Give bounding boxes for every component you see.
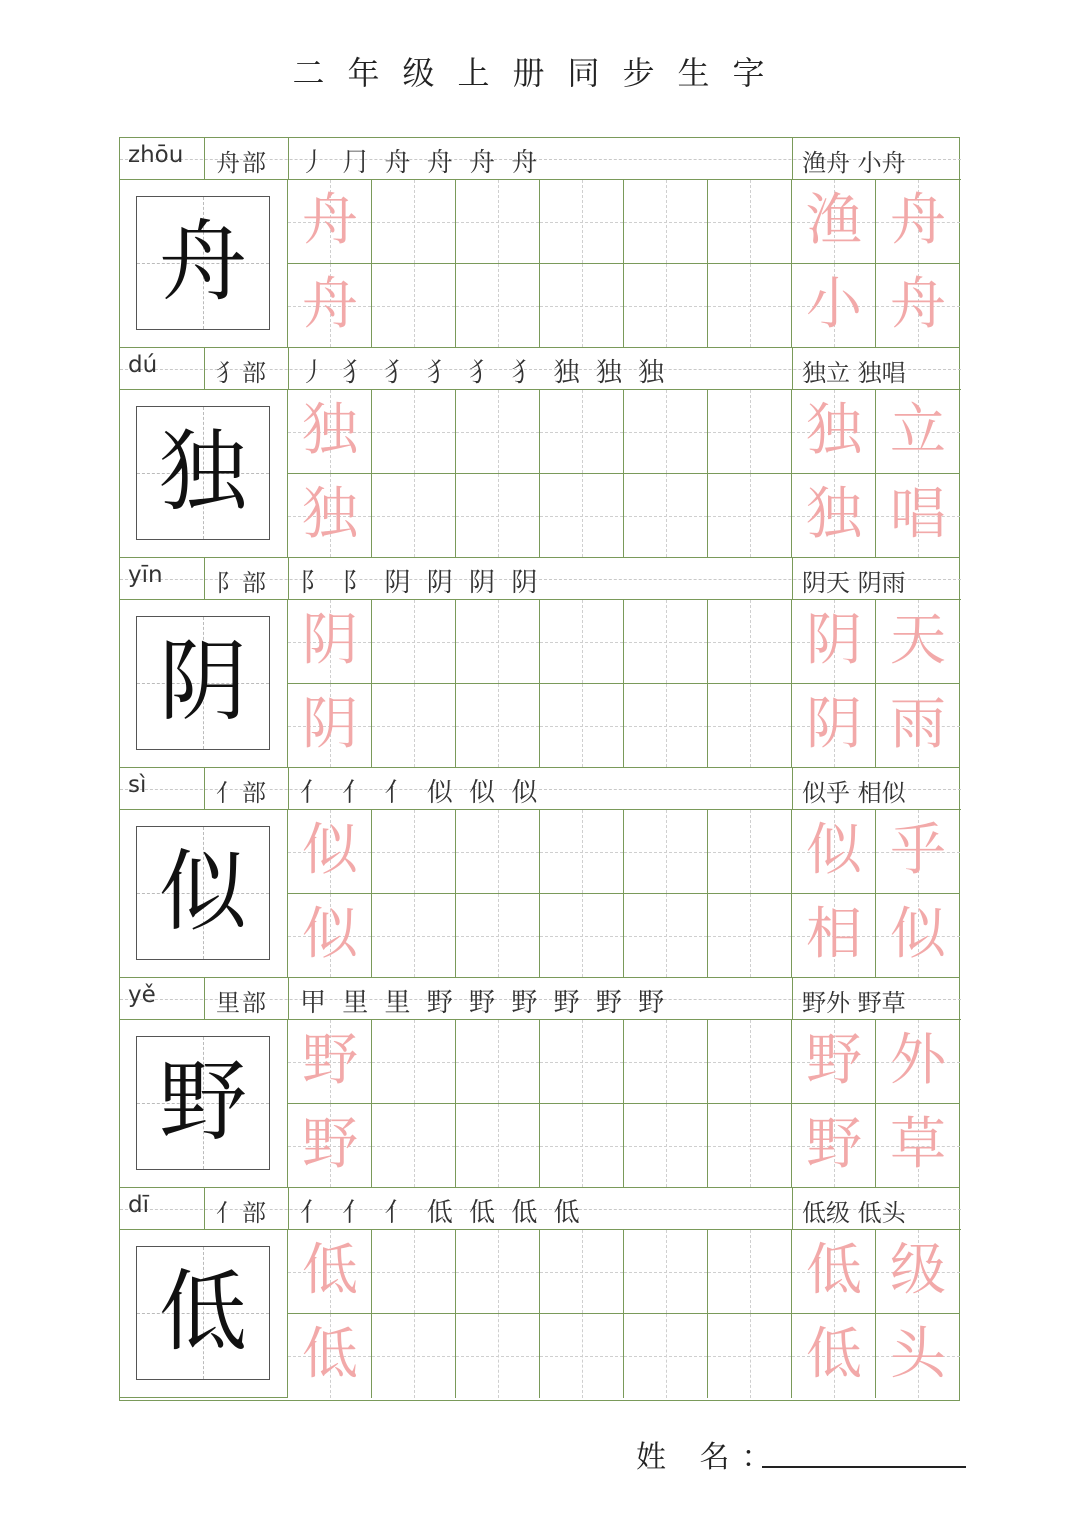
trace-char: 天 [890, 608, 946, 673]
char-block [120, 1188, 961, 1398]
radical: 亻部 [216, 779, 268, 807]
trace-char: 独 [302, 398, 358, 463]
writing-cell[interactable] [456, 1104, 540, 1188]
trace-char-cell[interactable] [288, 894, 372, 978]
trace-char-cell[interactable] [288, 1230, 372, 1314]
vocab-trace-cell[interactable] [792, 1314, 876, 1398]
trace-char: 独 [302, 482, 358, 547]
vocab-trace-cell[interactable] [792, 810, 876, 894]
writing-cell[interactable] [708, 810, 792, 894]
writing-cell[interactable] [456, 180, 540, 264]
vocab-words: 阴天 阴雨 [802, 569, 906, 597]
trace-char: 似 [302, 818, 358, 883]
trace-char: 阴 [806, 608, 862, 673]
trace-char: 低 [302, 1322, 358, 1387]
header-row [120, 768, 961, 810]
trace-char: 阴 [302, 692, 358, 757]
writing-cell[interactable] [624, 600, 708, 684]
writing-cell[interactable] [456, 1020, 540, 1104]
writing-cell[interactable] [708, 390, 792, 474]
writing-cell[interactable] [372, 264, 456, 348]
writing-cell[interactable] [708, 180, 792, 264]
writing-cell[interactable] [456, 1230, 540, 1314]
pinyin: dú [128, 352, 158, 378]
char-block [120, 348, 961, 558]
vocab-trace-cell[interactable] [792, 474, 876, 558]
writing-cell[interactable] [540, 264, 624, 348]
radical: 里部 [216, 989, 268, 1017]
writing-cell[interactable] [456, 600, 540, 684]
model-char-box [136, 616, 270, 750]
vocab-trace-cell[interactable] [876, 810, 960, 894]
trace-char: 雨 [890, 692, 946, 757]
pinyin: yě [128, 982, 156, 1008]
writing-cell[interactable] [456, 390, 540, 474]
writing-cell[interactable] [372, 894, 456, 978]
writing-cell[interactable] [540, 180, 624, 264]
writing-cell[interactable] [540, 1230, 624, 1314]
trace-char: 舟 [890, 272, 946, 337]
trace-char-cell[interactable] [288, 264, 372, 348]
char-block [120, 978, 961, 1188]
vocab-trace-cell[interactable] [792, 264, 876, 348]
model-char: 舟 [158, 210, 247, 313]
writing-cell[interactable] [540, 390, 624, 474]
vocab-trace-cell[interactable] [876, 264, 960, 348]
writing-cell[interactable] [456, 474, 540, 558]
writing-cell[interactable] [624, 264, 708, 348]
header-row [120, 1188, 961, 1230]
writing-cell[interactable] [540, 474, 624, 558]
trace-char-cell[interactable] [288, 390, 372, 474]
writing-grid [288, 1020, 961, 1188]
model-char-box [136, 1036, 270, 1170]
writing-cell[interactable] [624, 1020, 708, 1104]
trace-char: 野 [302, 1028, 358, 1093]
model-char: 阴 [158, 630, 247, 733]
trace-char: 野 [806, 1112, 862, 1177]
writing-cell[interactable] [708, 600, 792, 684]
model-char: 似 [158, 840, 247, 943]
trace-char: 独 [806, 482, 862, 547]
trace-char: 低 [806, 1238, 862, 1303]
radical: 亻部 [216, 1199, 268, 1227]
writing-cell[interactable] [624, 810, 708, 894]
writing-cell[interactable] [624, 1104, 708, 1188]
trace-char: 独 [806, 398, 862, 463]
writing-cell[interactable] [456, 810, 540, 894]
header-row [120, 348, 961, 390]
trace-char-cell[interactable] [288, 474, 372, 558]
trace-char: 立 [890, 398, 946, 463]
trace-char: 低 [302, 1238, 358, 1303]
char-block [120, 768, 961, 978]
stroke-order: 亻 亻 亻 似 似 似 [300, 778, 542, 808]
writing-cell[interactable] [456, 894, 540, 978]
writing-cell[interactable] [372, 180, 456, 264]
trace-char: 舟 [302, 272, 358, 337]
writing-cell[interactable] [540, 1020, 624, 1104]
trace-char-cell[interactable] [288, 1104, 372, 1188]
writing-cell[interactable] [624, 684, 708, 768]
trace-char-cell[interactable] [288, 810, 372, 894]
writing-cell[interactable] [540, 894, 624, 978]
model-char-box [136, 826, 270, 960]
trace-char: 级 [890, 1238, 946, 1303]
vocab-words: 低级 低头 [802, 1199, 906, 1227]
vocab-words: 独立 独唱 [802, 359, 906, 387]
stroke-order: 甲 里 里 野 野 野 野 野 野 [300, 988, 669, 1018]
model-char-box [136, 406, 270, 540]
writing-cell[interactable] [708, 1104, 792, 1188]
writing-cell[interactable] [372, 684, 456, 768]
vocab-words: 渔舟 小舟 [802, 149, 906, 177]
vocab-trace-cell[interactable] [876, 180, 960, 264]
vocab-trace-cell[interactable] [876, 474, 960, 558]
trace-char: 小 [806, 272, 862, 337]
stroke-order: 丿 ⺆ 舟 舟 舟 舟 [300, 148, 542, 178]
name-input-line[interactable] [762, 1466, 966, 1468]
trace-char: 外 [890, 1028, 946, 1093]
trace-char: 似 [302, 902, 358, 967]
model-char: 低 [158, 1260, 247, 1363]
writing-cell[interactable] [624, 474, 708, 558]
writing-cell[interactable] [372, 600, 456, 684]
vocab-trace-cell[interactable] [876, 1314, 960, 1398]
trace-char: 似 [890, 902, 946, 967]
writing-cell[interactable] [456, 264, 540, 348]
vocab-trace-cell[interactable] [876, 600, 960, 684]
vocab-trace-cell[interactable] [876, 1020, 960, 1104]
trace-char: 野 [302, 1112, 358, 1177]
trace-char: 渔 [806, 188, 862, 253]
writing-cell[interactable] [540, 684, 624, 768]
header-row [120, 558, 961, 600]
writing-cell[interactable] [372, 474, 456, 558]
pinyin: zhōu [128, 142, 184, 168]
char-block [120, 558, 961, 768]
writing-grid [288, 810, 961, 978]
writing-cell[interactable] [708, 894, 792, 978]
writing-cell[interactable] [372, 1020, 456, 1104]
trace-char-cell[interactable] [288, 180, 372, 264]
vocab-trace-cell[interactable] [876, 1104, 960, 1188]
writing-cell[interactable] [372, 1314, 456, 1398]
header-row [120, 138, 961, 180]
trace-char-cell[interactable] [288, 600, 372, 684]
writing-cell[interactable] [708, 1230, 792, 1314]
vocab-trace-cell[interactable] [792, 894, 876, 978]
vocab-trace-cell[interactable] [792, 1020, 876, 1104]
vocab-trace-cell[interactable] [792, 1230, 876, 1314]
stroke-order: 阝 阝 阴 阴 阴 阴 [300, 568, 542, 598]
trace-char: 乎 [890, 818, 946, 883]
writing-cell[interactable] [624, 1230, 708, 1314]
trace-char-cell[interactable] [288, 684, 372, 768]
pinyin: sì [128, 772, 147, 798]
trace-char: 阴 [302, 608, 358, 673]
model-char: 野 [158, 1050, 247, 1153]
writing-cell[interactable] [708, 474, 792, 558]
writing-cell[interactable] [624, 180, 708, 264]
writing-cell[interactable] [624, 894, 708, 978]
writing-cell[interactable] [708, 264, 792, 348]
vocab-trace-cell[interactable] [792, 390, 876, 474]
writing-cell[interactable] [372, 1230, 456, 1314]
page-title: 二年级上册同步生字 [292, 54, 788, 92]
writing-grid [288, 600, 961, 768]
writing-cell[interactable] [708, 1314, 792, 1398]
writing-cell[interactable] [372, 810, 456, 894]
writing-cell[interactable] [708, 684, 792, 768]
writing-cell[interactable] [624, 390, 708, 474]
vocab-trace-cell[interactable] [876, 684, 960, 768]
trace-char: 相 [806, 902, 862, 967]
vocab-trace-cell[interactable] [876, 894, 960, 978]
writing-cell[interactable] [372, 390, 456, 474]
writing-grid [288, 180, 961, 348]
vocab-trace-cell[interactable] [792, 684, 876, 768]
pinyin: yīn [128, 562, 163, 588]
writing-grid [288, 390, 961, 558]
trace-char: 似 [806, 818, 862, 883]
radical: 犭部 [216, 359, 268, 387]
pinyin: dī [128, 1192, 149, 1218]
writing-cell[interactable] [456, 1314, 540, 1398]
header-row [120, 978, 961, 1020]
trace-char: 舟 [890, 188, 946, 253]
trace-char: 低 [806, 1322, 862, 1387]
writing-cell[interactable] [540, 810, 624, 894]
practice-sheet [119, 137, 960, 1401]
vocab-trace-cell[interactable] [876, 1230, 960, 1314]
model-char-box [136, 196, 270, 330]
writing-cell[interactable] [540, 1314, 624, 1398]
vocab-trace-cell[interactable] [792, 1104, 876, 1188]
radical: 阝部 [216, 569, 268, 597]
name-label: 姓 名： [636, 1440, 784, 1475]
trace-char-cell[interactable] [288, 1020, 372, 1104]
trace-char: 草 [890, 1112, 946, 1177]
writing-cell[interactable] [456, 684, 540, 768]
writing-cell[interactable] [708, 1020, 792, 1104]
vocab-trace-cell[interactable] [792, 600, 876, 684]
char-block [120, 138, 961, 348]
vocab-words: 野外 野草 [802, 989, 906, 1017]
vocab-words: 似乎 相似 [802, 779, 906, 807]
writing-cell[interactable] [372, 1104, 456, 1188]
vocab-trace-cell[interactable] [792, 180, 876, 264]
writing-cell[interactable] [624, 1314, 708, 1398]
model-char-box [136, 1246, 270, 1380]
writing-cell[interactable] [540, 600, 624, 684]
trace-char: 头 [890, 1322, 946, 1387]
trace-char: 阴 [806, 692, 862, 757]
writing-grid [288, 1230, 961, 1398]
stroke-order: 丿 犭 犭 犭 犭 犭 独 独 独 [300, 358, 669, 388]
vocab-trace-cell[interactable] [876, 390, 960, 474]
trace-char: 唱 [890, 482, 946, 547]
stroke-order: 亻 亻 亻 低 低 低 低 [300, 1198, 584, 1228]
trace-char: 舟 [302, 188, 358, 253]
trace-char: 野 [806, 1028, 862, 1093]
trace-char-cell[interactable] [288, 1314, 372, 1398]
writing-cell[interactable] [540, 1104, 624, 1188]
radical: 舟部 [216, 149, 268, 177]
model-char: 独 [158, 420, 247, 523]
